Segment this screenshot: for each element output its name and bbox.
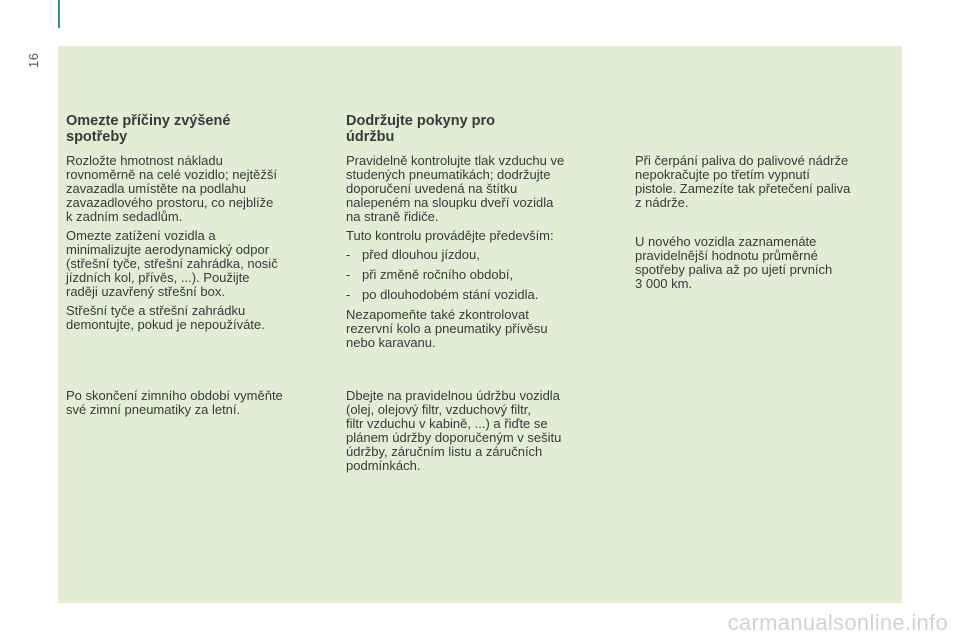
list-item: - po dlouhodobém stání vozidla. [346, 288, 616, 302]
paragraph-regular-service: Dbejte na pravidelnou údržbu vozidla (olej, olejový filtr, vzduchový filtr, filtr vzduchu v kabině, ...) a řiďte se plánem údržby doporučeným v sešitu údržby, záručním listu a záručních podmínkách. [346, 388, 562, 473]
check-occasions-list [346, 248, 616, 302]
paragraph-tyre-pressure: Pravidelně kontrolujte tlak vzduchu ve studených pneumatikách; dodržujte doporučení uvedená na štítku nalepeném na sloupku dveří vozidla na straně řidiče. [346, 153, 565, 224]
paragraph-winter-tyres: Po skončení zimního období vyměňte své zimní pneumatiky za letní. [66, 388, 283, 417]
fuel-paragraphs [635, 154, 905, 215]
content-panel [58, 46, 902, 603]
paragraph-load-distribution: Rozložte hmotnost nákladu rovnoměrně na celé vozidlo; nejtěžší zavazadla umístěte na podlahu zavazadlového prostoru, co nejblíže k zadním sedadlům. [66, 153, 278, 224]
consumption-paragraphs [66, 154, 336, 337]
list-item: - při změně ročního období, [346, 268, 616, 282]
page-edge-accent [58, 0, 60, 28]
paragraph-refuelling: Při čerpání paliva do palivové nádrže nepokračujte po třetím vypnutí pistole. Zamezíte tak přetečení paliva z nádrže. [635, 153, 851, 210]
paragraph-spare-wheel: Nezapomeňte také zkontrolovat rezervní kolo a pneumatiky přívěsu nebo karavanu. [346, 307, 548, 350]
heading-maintenance: Dodržujte pokyny pro údržbu [346, 113, 496, 145]
paragraph-aerodynamics: Omezte zatížení vozidla a minimalizujte aerodynamický odpor (střešní tyče, střešní zahrádka, nosič jízdních kol, přívěs, ...). Použijte raději uzavřený střešní box. [66, 228, 278, 299]
heading-reduce-consumption: Omezte příčiny zvýšené spotřeby [66, 113, 231, 145]
maintenance-paragraphs [346, 154, 616, 355]
paragraph-new-vehicle: U nového vozidla zaznamenáte pravidelnější hodnotu průměrné spotřeby paliva až po ujetí prvních 3 000 km. [635, 234, 833, 291]
list-item: - před dlouhou jízdou, [346, 248, 616, 262]
page-number: 16 [26, 52, 41, 68]
watermark: carmanualsonline.info [727, 610, 948, 635]
paragraph-check-when: Tuto kontrolu provádějte především: [346, 228, 554, 243]
paragraph-roof-bars: Střešní tyče a střešní zahrádku demontujte, pokud je nepoužíváte. [66, 303, 265, 332]
